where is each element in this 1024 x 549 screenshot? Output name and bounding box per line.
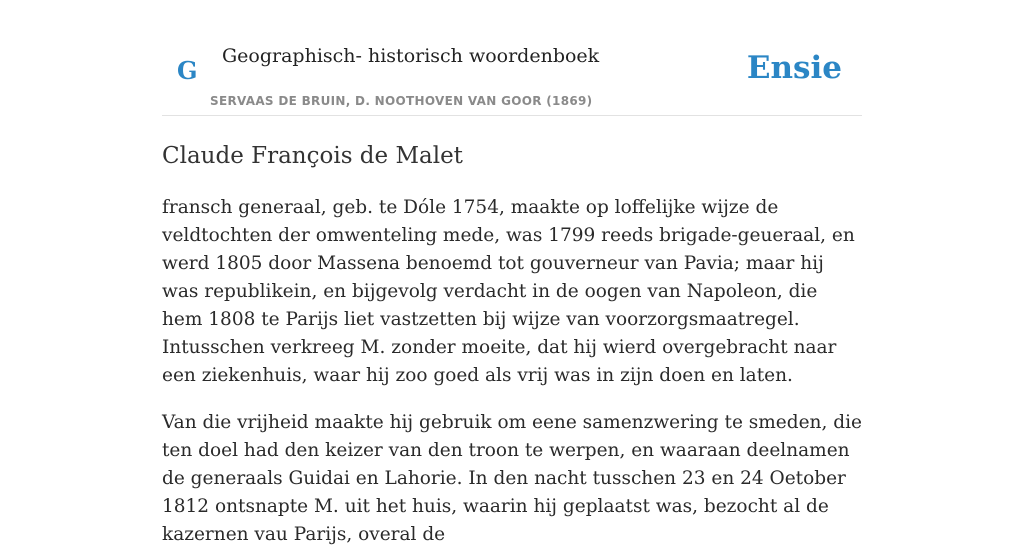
entry-title: Claude François de Malet bbox=[162, 143, 463, 169]
book-title[interactable]: Geographisch- historisch woordenboek bbox=[222, 45, 600, 67]
entry-paragraph: fransch generaal, geb. te Dóle 1754, maakte op loffelijke wijze de veldtochten der omwenteling mede, was 1799 reeds brigade-geueraal, en werd 1805 door Massena benoemd tot gouverneur van Pavia; maar hij was republikein, en bijgevolg verdacht in de oogen van Napoleon, die hem 1808 te Parijs liet vastzetten bij wijze van voorzorgsmaatregel. Intusschen verkreeg M. zonder moeite, dat hij wierd overgebracht naar een ziekenhuis, waar hij zoo goed als vrij was in zijn doen en laten. bbox=[162, 197, 855, 386]
ensie-logo[interactable]: Ensie bbox=[746, 50, 842, 86]
header bbox=[162, 0, 862, 116]
page bbox=[162, 0, 862, 549]
book-logo-icon[interactable]: G bbox=[177, 56, 198, 85]
entry-body bbox=[162, 194, 862, 549]
book-authors-year: SERVAAS DE BRUIN, D. NOOTHOVEN VAN GOOR (1869) bbox=[210, 94, 593, 108]
entry-paragraph: Van die vrijheid maakte hij gebruik om eene samenzwering te smeden, die ten doel had den keizer van den troon te werpen, en waaraan deelnamen de generaals Guidai en Lahorie. In den nacht tusschen 23 en 24 Oetober 1812 ontsnapte M. uit het huis, waarin hij geplaatst was, bezocht al de kazernen vau Parijs, overal de bbox=[162, 412, 862, 545]
